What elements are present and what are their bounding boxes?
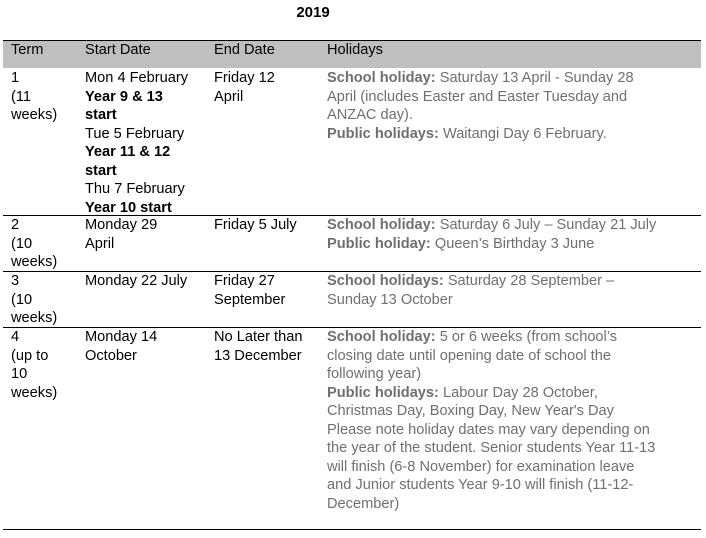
holiday-text: Sunday 13 October	[327, 291, 453, 308]
holiday-text: Queen’s Birthday 3 June	[430, 235, 595, 252]
term-line: weeks)	[11, 254, 58, 270]
term-line: weeks)	[11, 107, 58, 123]
term-line: 1	[11, 70, 20, 86]
start-line: Thu 7 February	[85, 181, 185, 197]
header-start-date: Start Date	[85, 42, 151, 58]
holiday-text: Please note holiday dates may vary depending on	[327, 421, 650, 438]
term-line: weeks)	[11, 384, 58, 401]
term-line: (10	[11, 235, 33, 252]
holiday-text: Saturday 13 April - Sunday 28	[435, 70, 634, 86]
holiday-text: Saturday 6 July – Sunday 21 July	[435, 217, 657, 233]
header-holidays: Holidays	[327, 42, 383, 58]
start-line: Tue 5 February	[85, 125, 185, 142]
holiday-entry	[327, 235, 699, 254]
term-cell	[11, 328, 77, 402]
term-line: 3	[11, 273, 20, 289]
start-line: Monday 29	[85, 217, 158, 233]
holiday-text: Saturday 28 September –	[443, 273, 615, 289]
holiday-label: School holiday:	[327, 329, 436, 345]
start-line: Year 9 & 13	[85, 88, 163, 105]
start-line: Year 10 start	[85, 199, 172, 216]
holiday-label: School holidays:	[327, 273, 444, 289]
holidays-cell	[327, 216, 699, 253]
holiday-text: April (includes Easter and Easter Tuesday and	[327, 88, 628, 105]
end-date-cell	[214, 69, 322, 106]
start-line: start	[85, 162, 117, 179]
holiday-entry	[327, 125, 699, 144]
term-line: weeks)	[11, 310, 58, 326]
end-line: September	[214, 291, 286, 308]
start-date-cell	[85, 69, 209, 217]
holiday-entry	[327, 216, 699, 235]
start-line: April	[85, 235, 115, 252]
start-date-cell	[85, 328, 209, 365]
holiday-text: the year of the student. Senior students Year 11-13	[327, 440, 656, 456]
holiday-text: ANZAC day).	[327, 107, 413, 123]
holiday-text: closing date until opening date of school the	[327, 347, 611, 364]
start-line: Monday 22 July	[85, 273, 188, 289]
holidays-cell	[327, 328, 699, 513]
holiday-entry	[327, 272, 699, 291]
end-date-cell	[214, 272, 322, 309]
end-date-cell	[214, 328, 322, 365]
table-bottom-border	[3, 529, 701, 530]
end-line: Friday 12	[214, 70, 275, 86]
holiday-label: Public holidays:	[327, 384, 439, 401]
holiday-text: following year)	[327, 366, 422, 382]
holidays-cell	[327, 69, 699, 143]
end-line: No Later than	[214, 329, 303, 345]
start-line: Year 11 & 12	[85, 144, 171, 160]
term-line: (10	[11, 291, 33, 308]
start-line: Mon 4 February	[85, 70, 189, 86]
start-date-cell	[85, 272, 209, 291]
holidays-cell	[327, 272, 699, 309]
holiday-text: 5 or 6 weeks (from school’s	[435, 329, 618, 345]
page-title: 2019	[296, 4, 330, 21]
term-cell	[11, 216, 77, 272]
term-cell	[11, 69, 77, 125]
term-line: (up to	[11, 347, 49, 364]
holiday-label: Public holiday:	[327, 235, 431, 252]
holiday-text: Labour Day 28 October,	[438, 384, 598, 401]
end-line: Friday 27	[214, 273, 275, 289]
holiday-text: Christmas Day, Boxing Day, New Year's Day	[327, 403, 614, 419]
start-line: October	[85, 347, 137, 364]
start-line: Monday 14	[85, 329, 158, 345]
holiday-text: December)	[327, 495, 400, 512]
holiday-text: and Junior students Year 9-10 will finish (11-12-	[327, 477, 634, 493]
term-cell	[11, 272, 77, 328]
holiday-text: will finish (6-8 November) for examination leave	[327, 458, 635, 475]
holiday-text: Waitangi Day 6 February.	[438, 125, 607, 142]
end-line: Friday 5 July	[214, 217, 297, 233]
holiday-entry	[327, 328, 699, 347]
start-line: start	[85, 107, 117, 123]
term-line: (11	[11, 88, 32, 105]
start-date-cell	[85, 216, 209, 253]
header-end-date: End Date	[214, 42, 275, 58]
header-term: Term	[11, 42, 44, 58]
end-line: 13 December	[214, 347, 302, 364]
term-line: 10	[11, 366, 28, 382]
holiday-entry	[327, 69, 699, 88]
holiday-label: School holiday:	[327, 70, 436, 86]
holiday-entry	[327, 384, 699, 403]
holiday-label: School holiday:	[327, 217, 436, 233]
term-line: 2	[11, 217, 20, 233]
end-line: April	[214, 88, 244, 105]
table-header	[3, 40, 701, 68]
end-date-cell	[214, 216, 322, 235]
holiday-label: Public holidays:	[327, 125, 439, 142]
term-line: 4	[11, 329, 20, 345]
